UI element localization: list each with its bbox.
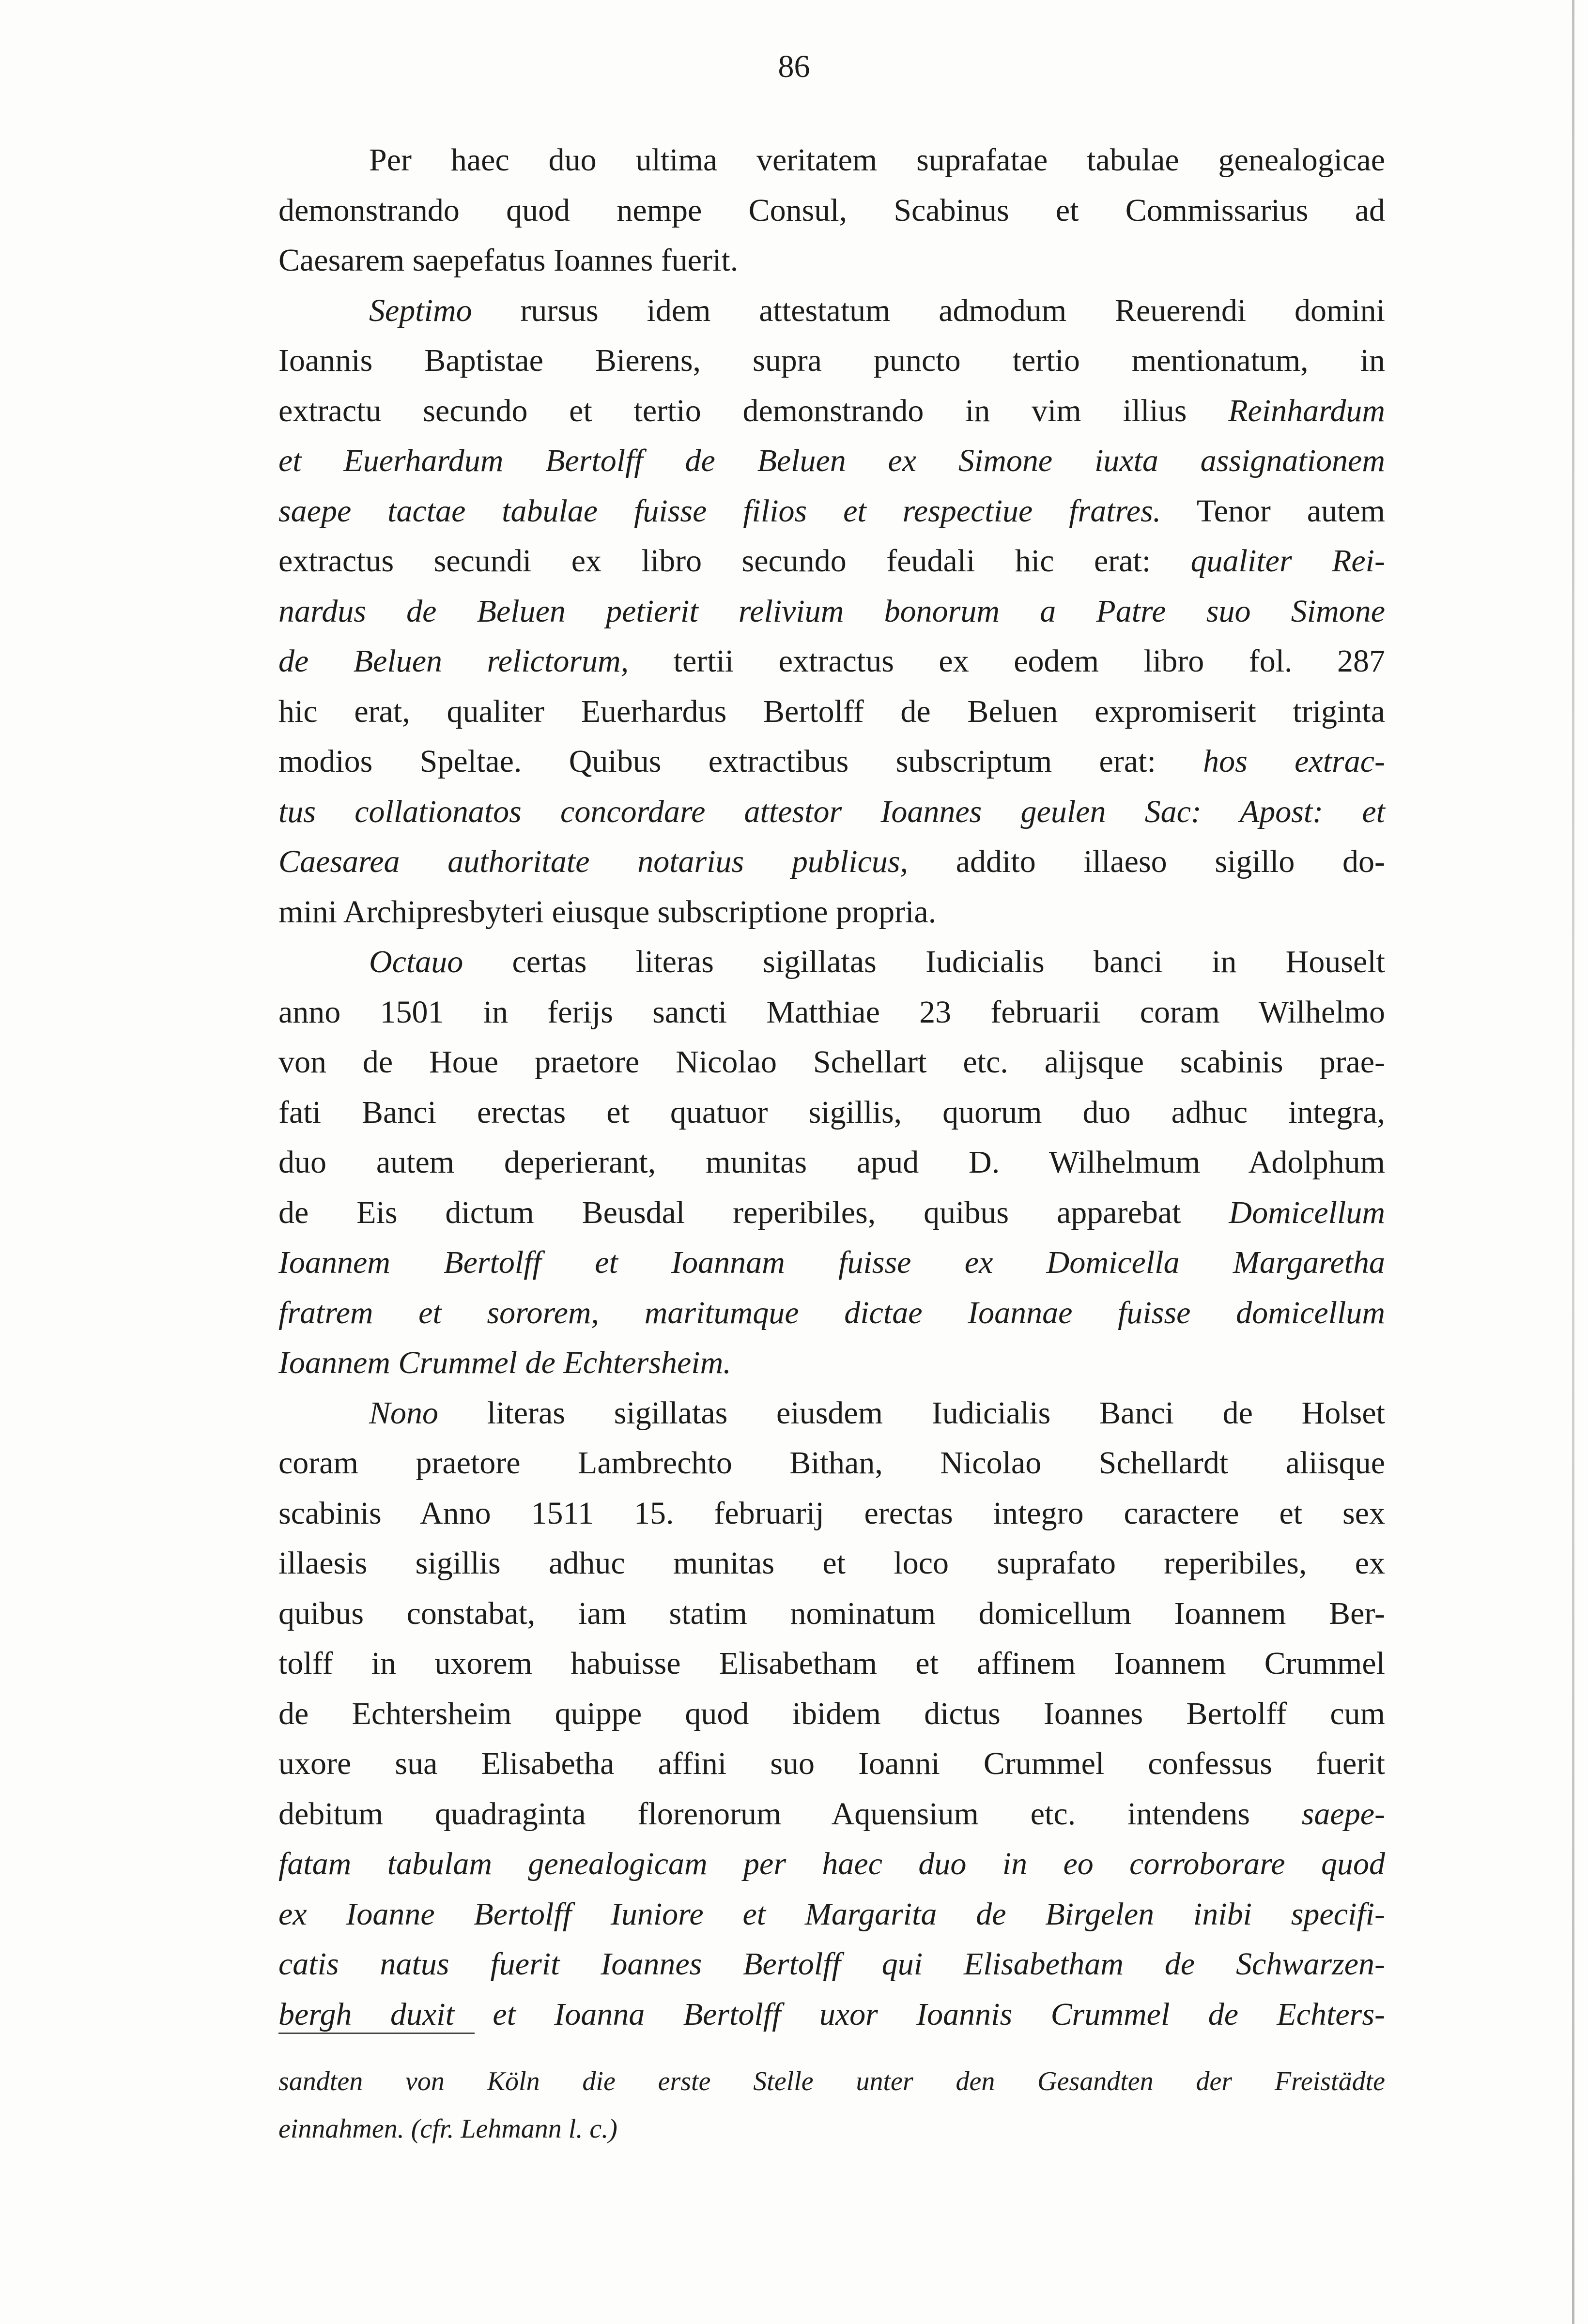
text-line bbox=[278, 586, 1385, 637]
text-segment: coram praetore Lambrechto Bithan, Nicolao Schellardt aliisque bbox=[278, 1445, 1385, 1481]
text-line bbox=[278, 1388, 1385, 1438]
italic-text: Domicellum bbox=[1229, 1194, 1385, 1230]
text-segment: scabinis Anno 1511 15. februarij erectas integro caractere et sex bbox=[278, 1495, 1385, 1531]
text-line bbox=[278, 1589, 1385, 1639]
text-line bbox=[278, 687, 1385, 737]
text-line bbox=[278, 1789, 1385, 1839]
text-segment: debitum quadraginta florenorum Aquensium etc. intendens bbox=[278, 1796, 1302, 1832]
text-line bbox=[278, 1288, 1385, 1338]
italic-text: Octauo bbox=[369, 944, 463, 979]
italic-text: ex Ioanne Bertolff Iuniore et Margarita de Birgelen inibi specifi- bbox=[278, 1896, 1385, 1932]
text-line bbox=[278, 1538, 1385, 1589]
text-segment: illaesis sigillis adhuc munitas et loco suprafato reperibiles, ex bbox=[278, 1545, 1385, 1581]
text-segment: certas literas sigillatas Iudicialis banci in Houselt bbox=[463, 944, 1385, 979]
text-line bbox=[278, 937, 1385, 987]
italic-text: nardus de Beluen petierit relivium bonorum a Patre suo Simone bbox=[278, 593, 1385, 629]
text-segment: Tenor autem bbox=[1161, 493, 1385, 529]
text-segment: de Eis dictum Beusdal reperibiles, quibus apparebat bbox=[278, 1194, 1229, 1230]
text-line bbox=[278, 1238, 1385, 1288]
text-line bbox=[278, 787, 1385, 837]
text-segment: extractus secundi ex libro secundo feudali hic erat: bbox=[278, 543, 1191, 579]
page-number: 86 bbox=[778, 49, 810, 84]
italic-text: Reinhardum bbox=[1228, 393, 1385, 428]
text-segment: uxore sua Elisabetha affini suo Ioanni Crummel confessus fuerit bbox=[278, 1746, 1385, 1781]
text-line bbox=[278, 1739, 1385, 1789]
italic-text: de Beluen relictorum, bbox=[278, 643, 629, 679]
text-line bbox=[278, 185, 1385, 236]
text-segment: fati Banci erectas et quatuor sigillis, quorum duo adhuc integra, bbox=[278, 1094, 1385, 1130]
text-line bbox=[278, 2058, 1385, 2105]
text-segment: de Echtersheim quippe quod ibidem dictus Ioannes Bertolff cum bbox=[278, 1696, 1385, 1731]
text-line bbox=[278, 1889, 1385, 1940]
text-segment: Per haec duo ultima veritatem suprafatae tabulae genealogicae bbox=[369, 142, 1385, 178]
text-segment: mini Archipresbyteri eiusque subscriptione propria. bbox=[278, 894, 937, 930]
italic-text: fratrem et sororem, maritumque dictae Ioannae fuisse domicellum bbox=[278, 1295, 1385, 1330]
text-line bbox=[278, 887, 1385, 937]
italic-text: Ioannem Crummel de Echtersheim. bbox=[278, 1345, 731, 1380]
text-segment: tolff in uxorem habuisse Elisabetham et affinem Ioannem Crummel bbox=[278, 1646, 1385, 1681]
italic-text: qualiter Rei- bbox=[1190, 543, 1385, 579]
text-line bbox=[278, 1037, 1385, 1087]
text-line bbox=[278, 1939, 1385, 1989]
text-segment: tertii extractus ex eodem libro fol. 287 bbox=[629, 643, 1386, 679]
italic-text: bergh duxit et Ioanna Bertolff uxor Ioannis Crummel de Echters- bbox=[278, 1996, 1385, 2032]
text-segment: demonstrando quod nempe Consul, Scabinus et Commissarius ad bbox=[278, 192, 1385, 228]
text-line bbox=[278, 987, 1385, 1038]
italic-text: einnahmen. (cfr. Lehmann l. c.) bbox=[278, 2114, 617, 2144]
text-line bbox=[278, 1488, 1385, 1539]
text-line bbox=[278, 486, 1385, 536]
text-segment: von de Houe praetore Nicolao Schellart etc. alijsque scabinis prae- bbox=[278, 1044, 1385, 1080]
scan-edge bbox=[1572, 0, 1574, 2324]
text-line bbox=[278, 1689, 1385, 1739]
text-segment: hic erat, qualiter Euerhardus Bertolff de Beluen expromiserit triginta bbox=[278, 693, 1385, 729]
italic-text: saepe- bbox=[1301, 1796, 1385, 1832]
text-segment: extractu secundo et tertio demonstrando in vim illius bbox=[278, 393, 1229, 428]
text-line bbox=[278, 1438, 1385, 1488]
italic-text: catis natus fuerit Ioannes Bertolff qui Elisabetham de Schwarzen- bbox=[278, 1946, 1385, 1982]
text-segment: anno 1501 in ferijs sancti Matthiae 23 februarii coram Wilhelmo bbox=[278, 994, 1385, 1030]
text-segment: rursus idem attestatum admodum Reuerendi domini bbox=[472, 292, 1385, 328]
italic-text: hos extrac- bbox=[1203, 744, 1385, 779]
text-line bbox=[278, 636, 1385, 687]
text-segment: Caesarem saepefatus Ioannes fuerit. bbox=[278, 243, 739, 278]
text-line bbox=[278, 2105, 1385, 2153]
text-line bbox=[278, 135, 1385, 185]
text-line bbox=[278, 1839, 1385, 1889]
main-text bbox=[278, 135, 1385, 2039]
text-line bbox=[278, 837, 1385, 887]
text-line bbox=[278, 1338, 1385, 1388]
italic-text: tus collationatos concordare attestor Ioannes geulen Sac: Apost: et bbox=[278, 794, 1385, 829]
italic-text: Ioannem Bertolff et Ioannam fuisse ex Domicella Margaretha bbox=[278, 1245, 1385, 1280]
italic-text: fatam tabulam genealogicam per haec duo in eo corroborare quod bbox=[278, 1846, 1385, 1881]
text-segment: Ioannis Baptistae Bierens, supra puncto tertio mentionatum, in bbox=[278, 343, 1385, 378]
italic-text: Septimo bbox=[369, 292, 472, 328]
footnote bbox=[278, 2058, 1385, 2153]
text-line bbox=[278, 235, 1385, 286]
footnote-rule bbox=[278, 2033, 475, 2034]
text-segment: quibus constabat, iam statim nominatum domicellum Ioannem Ber- bbox=[278, 1595, 1385, 1631]
text-segment: duo autem deperierant, munitas apud D. Wilhelmum Adolphum bbox=[278, 1145, 1385, 1180]
text-line bbox=[278, 736, 1385, 787]
text-segment: literas sigillatas eiusdem Iudicialis Banci de Holset bbox=[438, 1395, 1385, 1431]
text-segment: modios Speltae. Quibus extractibus subscriptum erat: bbox=[278, 744, 1203, 779]
italic-text: sandten von Köln die erste Stelle unter den Gesandten der Freistädte bbox=[278, 2066, 1385, 2096]
italic-text: saepe tactae tabulae fuisse filios et respectiue fratres. bbox=[278, 493, 1161, 529]
text-line bbox=[278, 1989, 1385, 2040]
text-line bbox=[278, 1137, 1385, 1188]
text-line bbox=[278, 536, 1385, 586]
text-line bbox=[278, 386, 1385, 436]
italic-text: Nono bbox=[369, 1395, 439, 1431]
italic-text: Caesarea authoritate notarius publicus, bbox=[278, 844, 909, 879]
text-line bbox=[278, 1087, 1385, 1138]
text-line bbox=[278, 1188, 1385, 1238]
text-line bbox=[278, 436, 1385, 486]
text-line bbox=[278, 1638, 1385, 1689]
text-line bbox=[278, 286, 1385, 336]
italic-text: et Euerhardum Bertolff de Beluen ex Simone iuxta assignationem bbox=[278, 443, 1385, 478]
text-line bbox=[278, 336, 1385, 386]
text-segment: addito illaeso sigillo do- bbox=[908, 844, 1385, 879]
